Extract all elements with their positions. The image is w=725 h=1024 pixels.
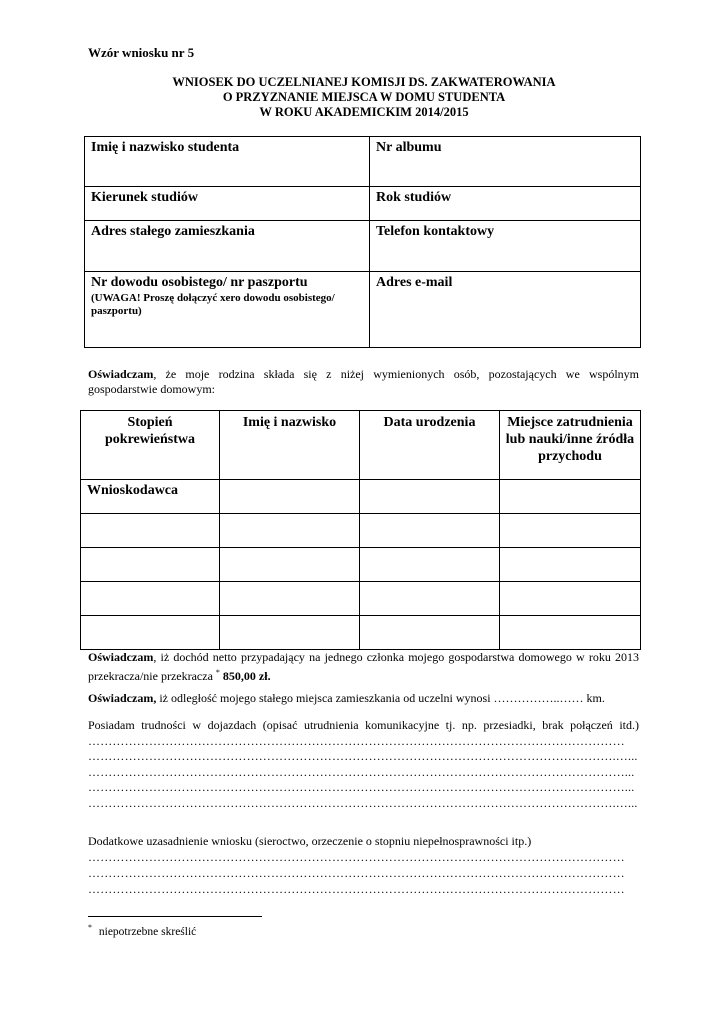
commute-dot-line[interactable]: ……………………………………………………………………………………………………………………... <box>88 780 635 794</box>
table-row <box>81 480 641 514</box>
field-of-study-cell[interactable] <box>85 187 370 221</box>
permanent-address-cell[interactable] <box>85 221 370 272</box>
footnote <box>88 923 196 938</box>
permanent-address-label: Adres stałego zamieszkania <box>91 224 255 239</box>
table-cell[interactable] <box>81 514 220 548</box>
field-of-study-label: Kierunek studiów <box>91 190 198 205</box>
distance-statement <box>88 691 639 706</box>
table-cell[interactable] <box>220 548 360 582</box>
title-line-3: W ROKU AKADEMICKIM 2014/2015 <box>259 105 469 119</box>
justification-dot-line[interactable]: …………………………………………………………………………………………………………………… <box>88 882 625 896</box>
table-cell[interactable] <box>500 480 641 514</box>
income-statement-line-1 <box>88 650 639 665</box>
income-amount: 850,00 zł. <box>222 669 271 683</box>
col-birth-date: Data urodzenia <box>360 411 500 480</box>
income-option-text: przekracza/nie przekracza <box>88 669 213 683</box>
phone-label: Telefon kontaktowy <box>376 224 495 239</box>
household-table-header <box>81 411 641 480</box>
table-cell[interactable] <box>500 548 641 582</box>
id-note-line-2: paszportu) <box>91 305 142 317</box>
student-info-table <box>84 136 641 348</box>
distance-statement-rest: iż odległość mojego stałego miejsca zamieszkania od uczelni wynosi ……………..…… km. <box>156 691 605 705</box>
form-number: Wzór wniosku nr 5 <box>88 45 195 60</box>
footnote-divider <box>88 916 262 917</box>
student-name-cell[interactable] <box>85 137 370 187</box>
id-number-cell[interactable] <box>85 272 370 348</box>
commute-dot-line[interactable]: …………………………………………………………………………………………………………………… <box>88 733 625 748</box>
col-employment-income: Miejsce zatrudnienia lub nauki/inne źródła przychodu <box>500 411 641 480</box>
table-row <box>81 616 641 650</box>
table-cell[interactable] <box>360 582 500 616</box>
table-cell[interactable] <box>81 616 220 650</box>
household-statement-bold: Oświadczam <box>88 367 154 381</box>
household-table <box>80 410 641 650</box>
commute-dot-line[interactable]: ………………………………………………………………………………………………………………….…... <box>88 795 638 810</box>
table-cell[interactable] <box>360 480 500 514</box>
table-cell[interactable] <box>360 548 500 582</box>
col-full-name: Imię i nazwisko <box>220 411 360 480</box>
applicant-label: Wnioskodawca <box>87 483 179 498</box>
table-cell[interactable] <box>500 582 641 616</box>
table-cell[interactable] <box>500 514 641 548</box>
income-statement-rest: , iż dochód netto przypadający na jednego członka mojego gospodarstwa domowego w roku 2013 <box>153 650 639 664</box>
col-relationship: Stopień pokrewieństwa <box>81 411 220 480</box>
household-statement-line-1 <box>88 367 639 382</box>
table-cell[interactable] <box>220 480 360 514</box>
table-cell[interactable] <box>81 582 220 616</box>
table-row <box>81 514 641 548</box>
commute-text: Posiadam trudności w dojazdach (opisać utrudnienia komunikacyjne tj. np. przesiadki, brak połączeń itd.) <box>88 718 639 732</box>
applicant-cell <box>81 480 220 514</box>
table-cell[interactable] <box>220 514 360 548</box>
album-number-cell[interactable] <box>370 137 641 187</box>
justification-dot-line[interactable]: …………………………………………………………………………………………………………………… <box>88 850 625 864</box>
commute-dot-line[interactable]: ………………………………………………………………………………………………………………….…... <box>88 749 638 763</box>
title-line-2: O PRZYZNANIE MIEJSCA W DOMU STUDENTA <box>222 90 506 104</box>
table-cell[interactable] <box>220 582 360 616</box>
household-statement <box>88 367 639 397</box>
student-name-label: Imię i nazwisko studenta <box>91 140 240 155</box>
table-cell[interactable] <box>81 548 220 582</box>
household-statement-line-2: gospodarstwie domowym: <box>88 382 215 396</box>
income-statement-line-2 <box>88 665 639 684</box>
income-statement-bold: Oświadczam <box>88 650 154 664</box>
id-number-label: Nr dowodu osobistego/ nr paszportu <box>91 275 308 290</box>
income-statement <box>88 650 639 684</box>
title-line-1: WNIOSEK DO UCZELNIANEJ KOMISJI DS. ZAKWATEROWANIA <box>172 75 556 89</box>
email-label: Adres e-mail <box>376 275 453 290</box>
table-cell[interactable] <box>500 616 641 650</box>
distance-statement-bold: Oświadczam, <box>88 691 157 705</box>
id-note <box>91 292 363 318</box>
table-cell[interactable] <box>360 616 500 650</box>
footnote-marker-ref: * <box>215 668 220 677</box>
justification-dot-line[interactable]: …………………………………………………………………………………………………………………… <box>88 866 625 880</box>
id-note-line-1: (UWAGA! Proszę dołączyć xero dowodu osobistego/ <box>91 292 335 304</box>
table-cell[interactable] <box>360 514 500 548</box>
commute-section <box>88 718 639 811</box>
household-statement-rest: , że moje rodzina składa się z niżej wymienionych osób, pozostających we wspólnym <box>153 367 639 381</box>
form-title <box>88 75 640 120</box>
commute-dot-line[interactable]: ……………………………………………………………………………………………………………………... <box>88 764 635 779</box>
email-cell[interactable] <box>370 272 641 348</box>
table-row <box>81 548 641 582</box>
table-cell[interactable] <box>220 616 360 650</box>
justification-section <box>88 833 639 897</box>
table-row <box>81 582 641 616</box>
justification-text: Dodatkowe uzasadnienie wniosku (sieroctwo, orzeczenie o stopniu niepełnosprawności itp.) <box>88 834 532 848</box>
footnote-text: niepotrzebne skreślić <box>98 925 197 938</box>
album-number-label: Nr albumu <box>376 140 442 155</box>
year-of-study-label: Rok studiów <box>376 190 452 205</box>
footnote-marker: * <box>88 923 92 932</box>
phone-cell[interactable] <box>370 221 641 272</box>
year-of-study-cell[interactable] <box>370 187 641 221</box>
